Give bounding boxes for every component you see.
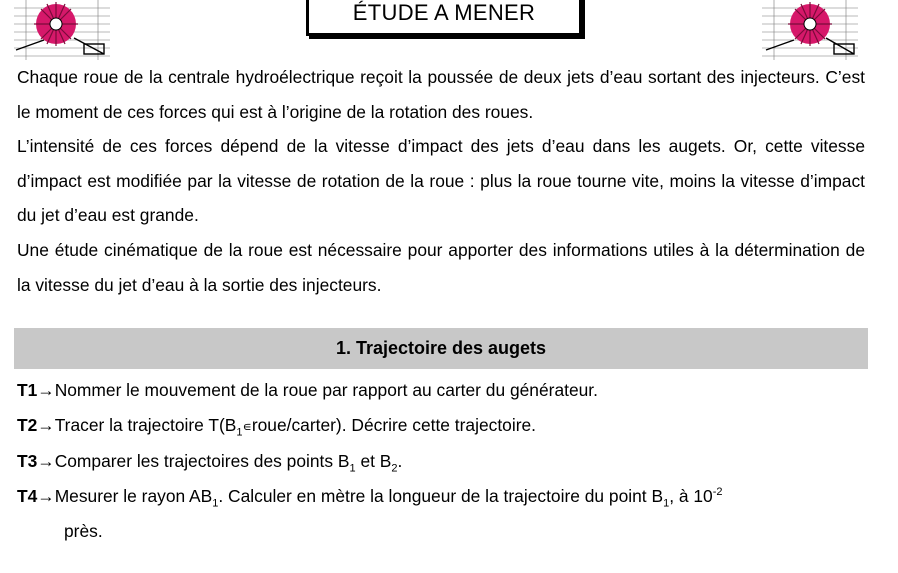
intro-paragraph: L’intensité de ces forces dépend de la vitesse d’impact des jets d’eau dans les augets. Or, cette vitesse d’impact est modifiée par la vitesse de rotation de la roue : plus la roue tourne vite, moins la vitesse d’impact du jet d’eau est grande. — [17, 136, 865, 226]
task-label: T3 — [17, 451, 38, 471]
superscript: -2 — [712, 486, 723, 499]
task-t2 — [17, 408, 865, 444]
task-text: et B — [355, 451, 392, 471]
task-t4 — [17, 479, 865, 549]
task-t3 — [17, 444, 865, 479]
arrow-icon: → — [37, 486, 55, 506]
task-label: T2 — [17, 415, 38, 435]
subscript: 1 — [212, 497, 219, 510]
task-text: près. — [64, 521, 103, 541]
subscript: 1 — [663, 497, 670, 510]
task-label: T4 — [17, 486, 38, 506]
subscript: 1 — [349, 462, 356, 475]
section-heading: 1. Trajectoire des augets — [14, 328, 868, 369]
element-of-icon: ∊ — [242, 419, 252, 434]
task-list — [17, 373, 865, 549]
task-text: , à 10 — [669, 486, 713, 506]
task-text: . Calculer en mètre la longueur de la trajectoire du point B — [218, 486, 664, 506]
task-text: Nommer le mouvement de la roue par rapport au carter du générateur. — [54, 380, 598, 400]
task-text: Mesurer le rayon AB — [54, 486, 213, 506]
turbine-logo-left-icon — [14, 0, 110, 60]
task-text: roue/carter). Décrire cette trajectoire. — [251, 415, 536, 435]
intro-paragraph: Chaque roue de la centrale hydroélectrique reçoit la poussée de deux jets d’eau sortant des injecteurs. C’est le moment de ces forces qui est à l’origine de la rotation des roues. — [17, 67, 865, 122]
task-text: . — [397, 451, 403, 471]
task-text: Comparer les trajectoires des points B — [54, 451, 350, 471]
arrow-icon: → — [37, 415, 55, 435]
task-label: T1 — [17, 380, 38, 400]
task-t1 — [17, 373, 865, 408]
subscript: 2 — [391, 462, 398, 475]
arrow-icon: → — [37, 451, 55, 471]
intro-paragraph: Une étude cinématique de la roue est nécessaire pour apporter des informations utiles à la détermination de la vitesse du jet d’eau à la sortie des injecteurs. — [17, 239, 865, 295]
intro-text — [17, 60, 865, 302]
page-title: ÉTUDE A MENER — [306, 0, 582, 36]
turbine-logo-right-icon — [762, 0, 858, 60]
task-text: Tracer la trajectoire T(B — [54, 415, 237, 435]
arrow-icon: → — [37, 380, 55, 400]
subscript: 1 — [236, 426, 243, 439]
